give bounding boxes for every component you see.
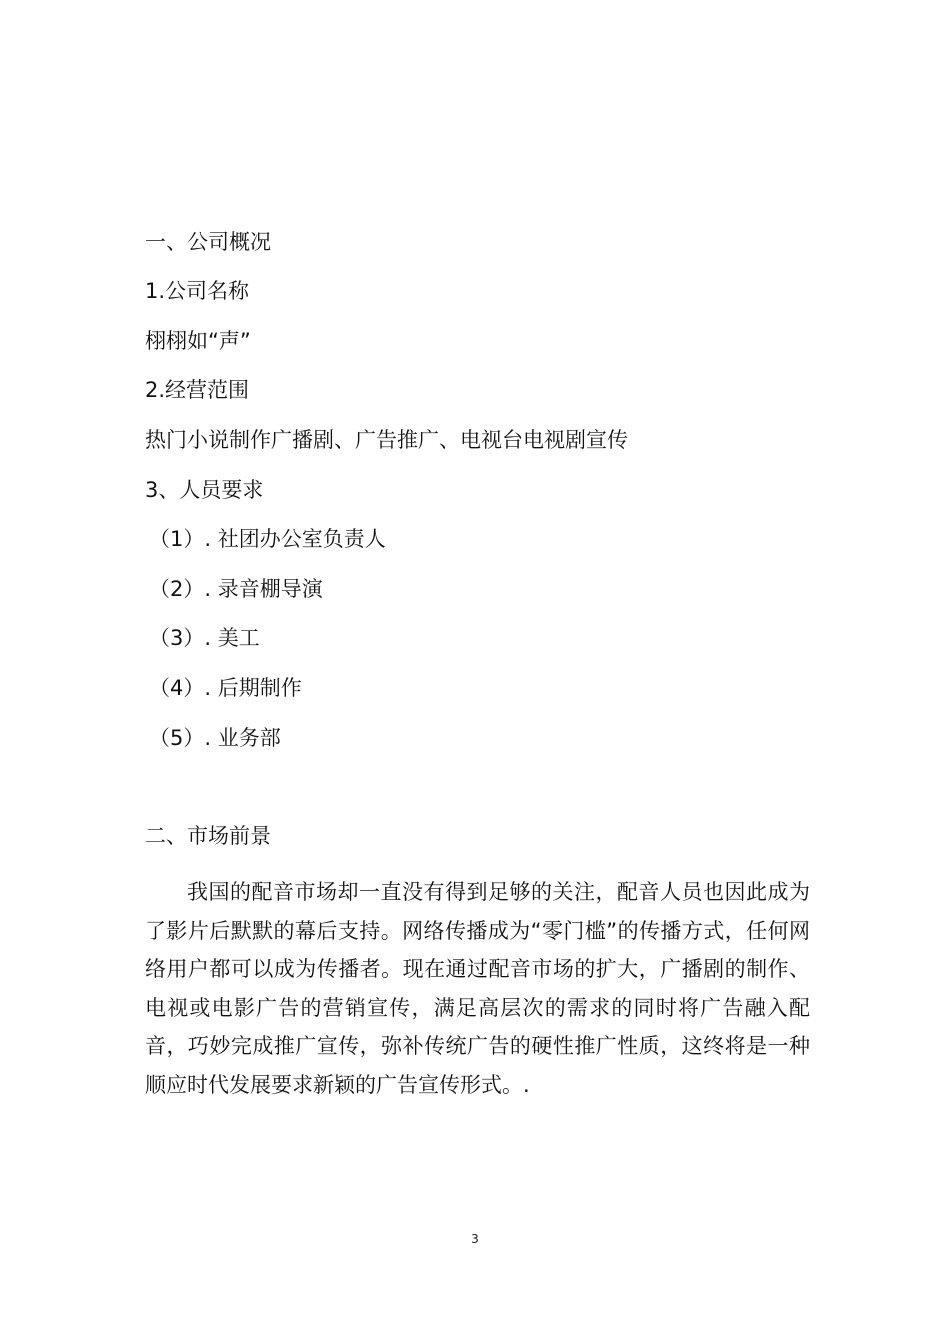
market-outlook-paragraph: 我国的配音市场却一直没有得到足够的关注，配音人员也因此成为了影片后默默的幕后支持。网络传播成为“零门槛”的传播方式，任何网络用户都可以成为传播者。现在通过配音市场的扩大，广播剧的制作、电视或电影广告的营销宣传，满足高层次的需求的同时将广告融入配音，巧妙完成推广宣传，弥补传统广告的硬性推广性质，这终将是一种顺应时代发展要求新颖的广告宣传形式。.: [145, 880, 810, 1097]
staff-item: （1）. 社团办公室负责人: [149, 527, 386, 551]
business-scope: 热门小说制作广播剧、广告推广、电视台电视剧宣传: [145, 428, 628, 452]
business-scope-label: 2.经营范围: [145, 378, 250, 402]
staff-item: （3）. 美工: [149, 626, 260, 650]
staff-item: （2）. 录音棚导演: [149, 577, 323, 601]
staff-requirements-label: 3、人员要求: [145, 478, 264, 502]
staff-item: （4）. 后期制作: [149, 676, 302, 700]
company-name: 栩栩如“声”: [145, 329, 251, 353]
section-1-heading: 一、公司概况: [145, 230, 271, 254]
section-2-heading: 二、市场前景: [145, 824, 271, 848]
staff-item: （5）. 业务部: [149, 726, 281, 750]
company-name-label: 1.公司名称: [145, 279, 250, 303]
page-number: 3: [471, 1232, 479, 1246]
